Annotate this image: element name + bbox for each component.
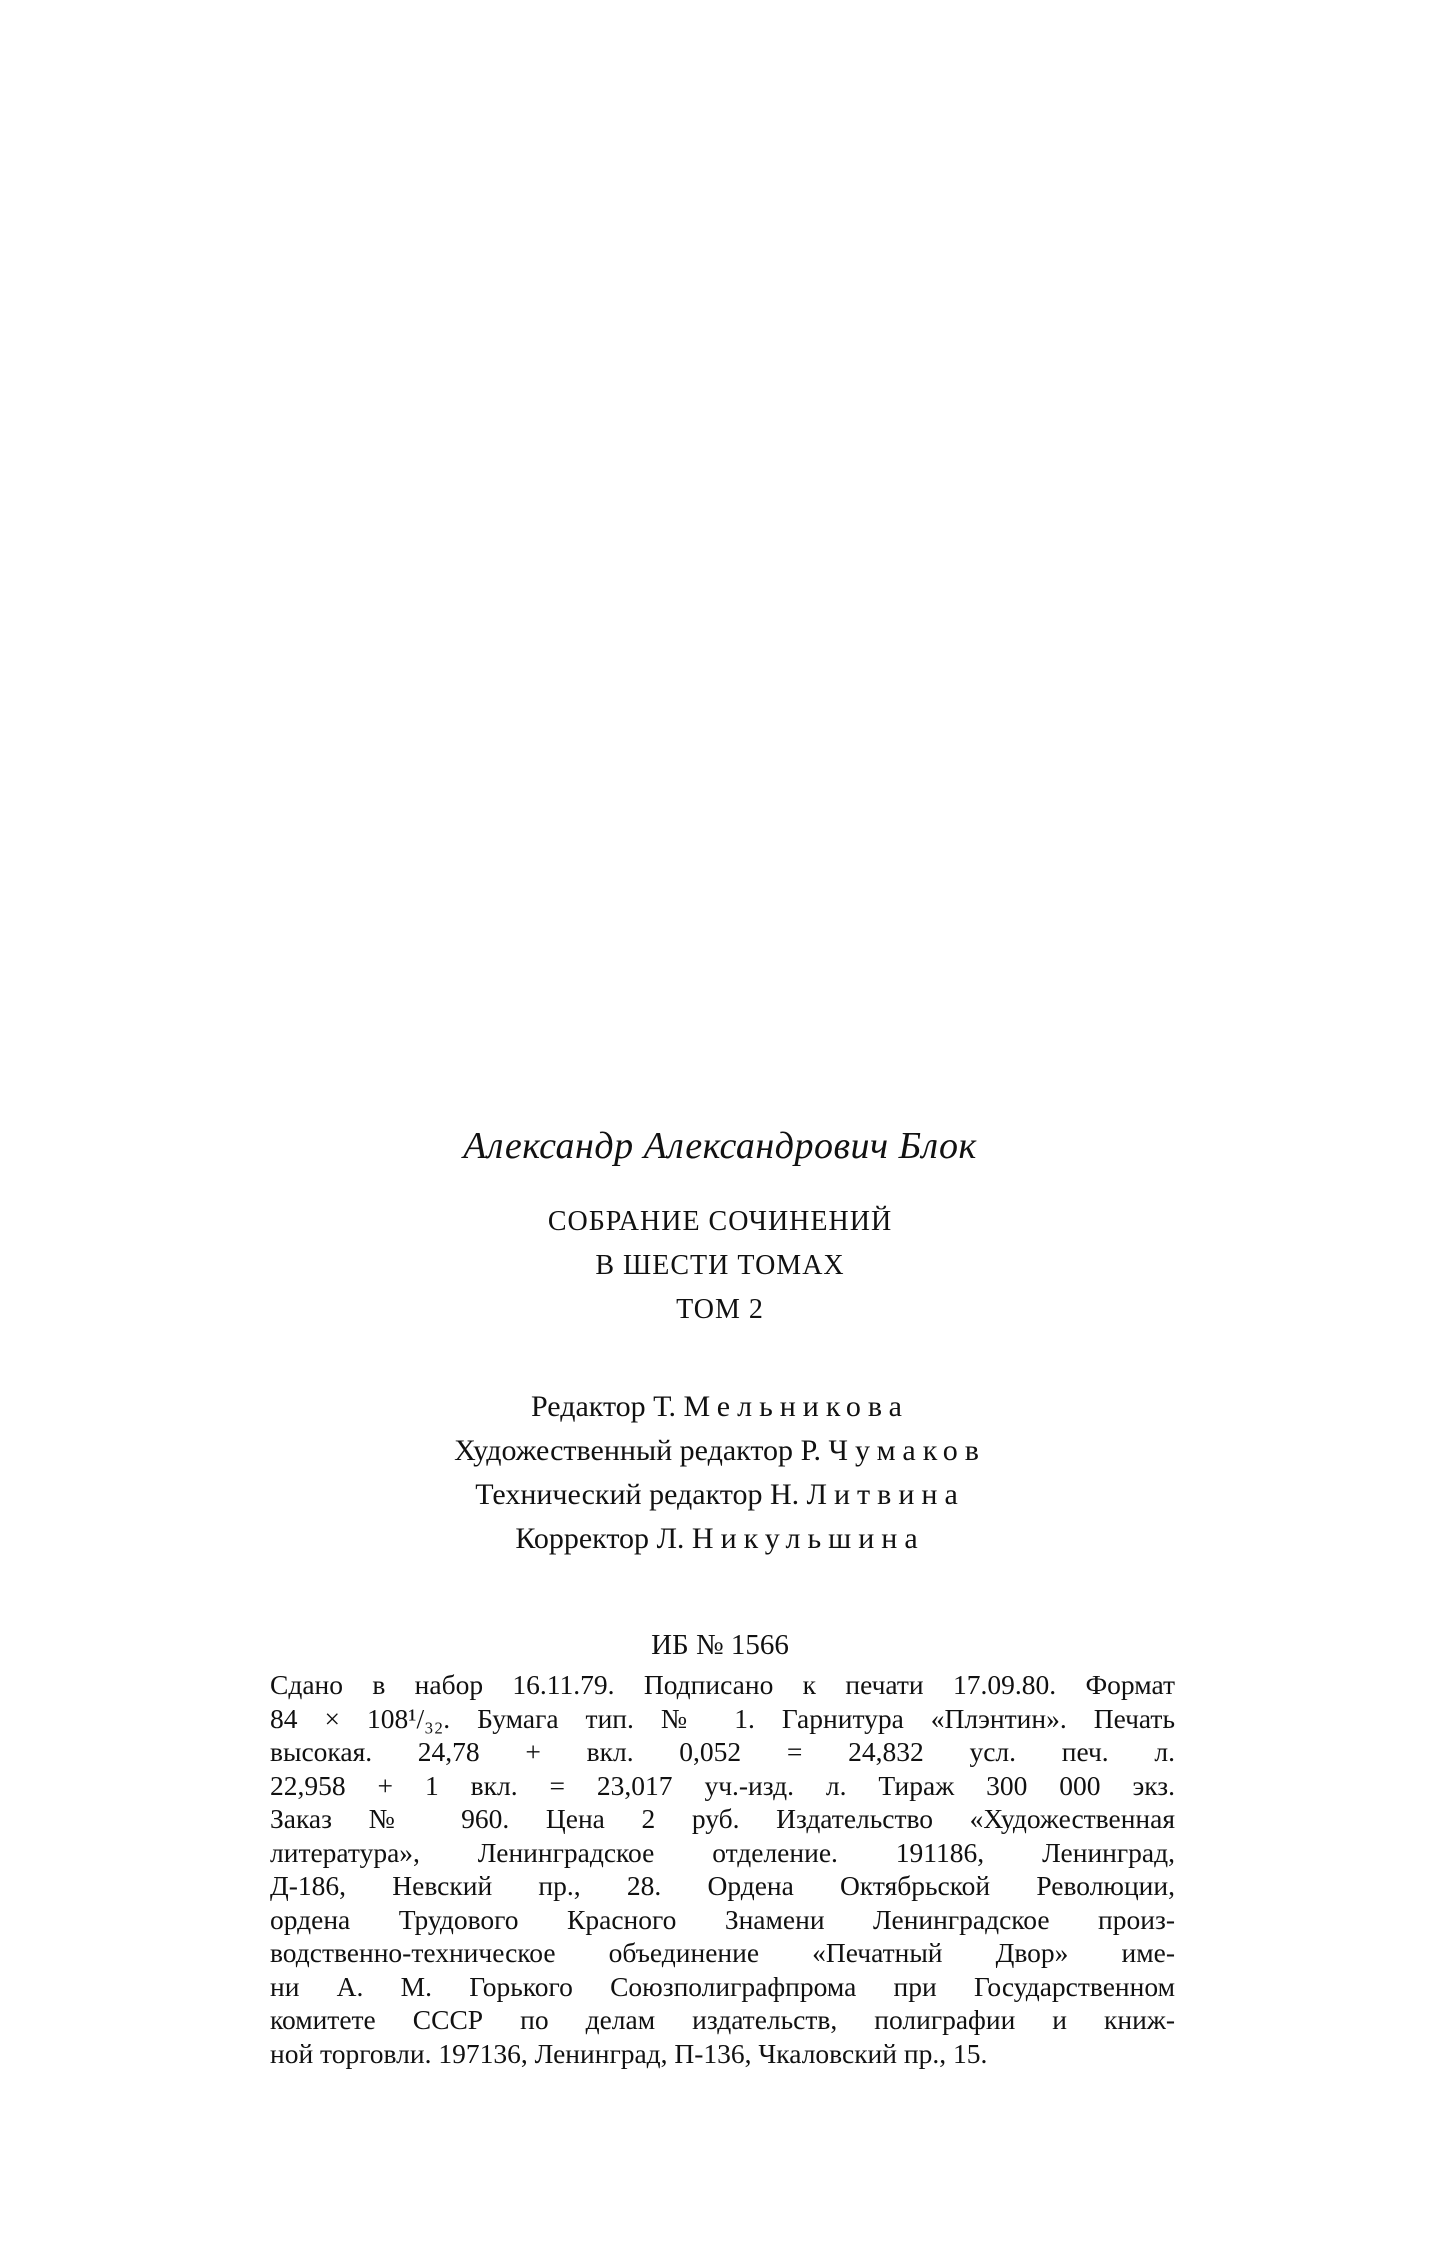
imprint-line: ни А. М. Горького Союзполиграфпрома при Государственном xyxy=(270,1970,1175,2002)
credit-initial: Т. xyxy=(653,1390,676,1423)
imprint-line: водственно-техническое объединение «Печатный Двор» име- xyxy=(270,1937,1175,1968)
imprint-line: Заказ № 960. Цена 2 руб. Издательство «Художественная xyxy=(270,1803,1175,1834)
imprint-line: Сдано в набор 16.11.79. Подписано к печати 17.09.80. Формат xyxy=(270,1669,1175,1700)
imprint-line: литература», Ленинградское отделение. 191186, Ленинград, xyxy=(270,1836,1175,1868)
credit-role: Технический редактор xyxy=(475,1478,763,1511)
imprint-line: комитете СССР по делам издательств, полиграфии и книж- xyxy=(270,2004,1175,2035)
imprint-line: 22,958 + 1 вкл. = 23,017 уч.-изд. л. Тираж 300 000 экз. xyxy=(270,1769,1175,1801)
credit-proofreader xyxy=(0,1517,1440,1561)
credit-surname: Мельникова xyxy=(683,1390,909,1423)
volume-number: ТОМ 2 xyxy=(676,1294,764,1325)
imprint-line: высокая. 24,78 + вкл. 0,052 = 24,832 усл. печ. л. xyxy=(270,1736,1175,1767)
credit-surname: Никульшина xyxy=(691,1522,925,1555)
credit-surname: Литвина xyxy=(806,1478,965,1511)
volume-count: В ШЕСТИ ТОМАХ xyxy=(595,1250,845,1281)
credit-initial: Л. xyxy=(656,1522,685,1555)
imprint-line: Д-186, Невский пр., 28. Ордена Октябрьской Революции, xyxy=(270,1870,1175,1901)
credits-list xyxy=(0,1385,1440,1561)
imprint-line: 84 × 108¹/₃₂. Бумага тип. № 1. Гарнитура «Плэнтин». Печать xyxy=(270,1702,1175,1734)
imprint-line: ордена Трудового Красного Знамени Ленинградское произ- xyxy=(270,1903,1175,1935)
imprint-paragraph xyxy=(270,1668,1175,2070)
credit-initial: Н. xyxy=(769,1478,800,1511)
credit-role: Художественный редактор xyxy=(454,1434,794,1467)
credit-role: Редактор xyxy=(530,1390,646,1423)
credit-editor xyxy=(0,1385,1440,1429)
collection-title: СОБРАНИЕ СОЧИНЕНИЙ xyxy=(547,1206,893,1237)
credit-initial: Р. xyxy=(800,1434,821,1467)
imprint-line: ной торговли. 197136, Ленинград, П-136, Чкаловский пр., 15. xyxy=(270,2037,988,2069)
credit-art-editor xyxy=(0,1429,1440,1473)
title-block xyxy=(0,1200,1440,1332)
author-name: Александр Александрович Блок xyxy=(463,1125,977,1167)
credit-tech-editor xyxy=(0,1473,1440,1517)
credit-role: Корректор xyxy=(515,1522,650,1555)
ib-number: ИБ № 1566 xyxy=(651,1629,789,1661)
credit-surname: Чумаков xyxy=(828,1434,986,1467)
